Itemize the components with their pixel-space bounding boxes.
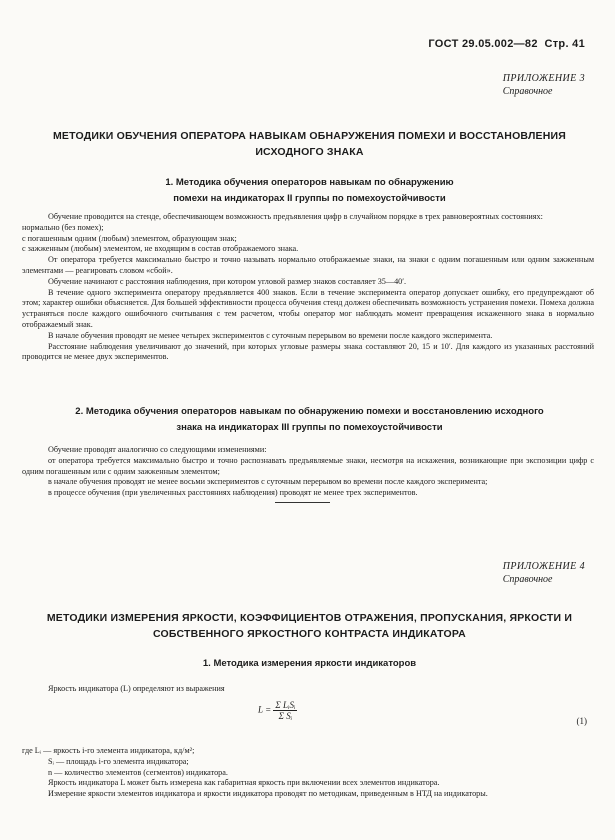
paragraph: Обучение проводят аналогично со следующими изменениями: (48, 445, 267, 454)
paragraph: с зажженным (любым) элементом, не входящим в состав отображаемого знака. (22, 244, 299, 254)
paragraph: нормально (без помех); (22, 222, 104, 232)
subsection-3-2-line1: 2. Методика обучения операторов навыкам по обнаружению помехи и восстановлению исходного (75, 406, 544, 417)
subsection-4-1-title: 1. Методика измерения яркости индикаторов (202, 658, 417, 669)
section-3-title (22, 128, 597, 160)
formula-number: (1) (576, 716, 587, 726)
paragraph: Обучение начинают с расстояния наблюдения, при котором угловой размер знаков составляет 35—40′. (48, 276, 407, 286)
paragraph: от оператора требуется максимально быстро и точно распознавать предъявляемые знаки, несмотря на искажения, возникающие при экспозиции цифр с одним погашенным или с одним зажженным элементом; (22, 455, 594, 476)
paragraph: с погашенным одним (любым) элементом, образующим знак; (22, 233, 237, 243)
section-4-title-line2: СОБСТВЕННОГО ЯРКОСТНОГО КОНТРАСТА ИНДИКАТОРА (153, 628, 466, 640)
legend-line: Измерение яркости элементов индикатора и яркости индикатора проводят по методикам, приведенным в НТД на индикаторы. (48, 789, 488, 799)
formula-denominator: Σ Sᵢ (278, 711, 293, 721)
legend-line: Sᵢ — площадь i-го элемента индикатора; (48, 756, 189, 766)
appendix-3-title: ПРИЛОЖЕНИЕ 3 (502, 73, 585, 84)
paragraph: Обучение проводится на стенде, обеспечивающем возможность предъявления цифр в случайном порядке в трех равновероятных состояниях: (48, 212, 543, 221)
legend-line: n — количество элементов (сегментов) индикатора. (48, 767, 228, 777)
subsection-3-2-title (22, 404, 597, 436)
section-divider (275, 502, 330, 503)
paragraph: В течение одного эксперимента оператору предъявляется 400 знаков. Если в течение эксперимента оператор допускает ошибку, его предупреждают об этом; характер ошибки объясняется. Для большей эффективности процесса обучения стенд должен обеспечивать возможность устранения помехи. Помеха должна устраняться после каждого ошибочного считывания с тем расчетом, чтобы оператор мог наблюдать момент превращения искаженного знака в нормально отображаемый знак. (22, 287, 594, 329)
paragraph: Расстояние наблюдения увеличивают до значений, при которых угловые размеры знака составляют 20, 15 и 10′. Для каждого из указанных расстояний проводится не менее двух экспериментов. (22, 341, 594, 362)
subsection-3-2-body (22, 445, 594, 499)
appendix-3-type: Справочное (502, 86, 553, 97)
subsection-3-1-body (22, 212, 594, 363)
paragraph: От оператора требуется максимально быстро и точно называть нормально отображаемые знаки, на знаки с одним погашенным или одним зажженным элементами — реагировать словом «сбой». (22, 255, 594, 275)
subsection-3-1-title (22, 175, 597, 207)
legend-line: где Lᵢ — яркость i-го элемента индикатора, кд/м²; (22, 746, 195, 755)
appendix-4-label (503, 560, 585, 586)
brightness-formula (258, 700, 297, 721)
appendix-3-label (503, 72, 585, 98)
paragraph: в начале обучения проводят не менее восьми экспериментов с суточным перерывом во времени после каждого эксперимента; (48, 477, 488, 487)
page-number: Стр. 41 (544, 38, 585, 50)
section-4-title (22, 610, 597, 642)
formula-numerator: Σ LᵢSᵢ (275, 700, 296, 710)
formula-fraction (273, 700, 297, 721)
section-4-title-line1: МЕТОДИКИ ИЗМЕРЕНИЯ ЯРКОСТИ, КОЭФФИЦИЕНТОВ ОТРАЖЕНИЯ, ПРОПУСКАНИЯ, ЯРКОСТИ И (46, 612, 573, 624)
formula-legend (22, 746, 594, 800)
section-3-title-line2: ИСХОДНОГО ЗНАКА (255, 146, 364, 158)
doc-number: ГОСТ 29.05.002—82 (428, 38, 538, 50)
subsection-3-1-line2: помехи на индикаторах II группы по помехоустойчивости (173, 193, 446, 204)
intro-text (22, 684, 594, 695)
appendix-4-title: ПРИЛОЖЕНИЕ 4 (502, 561, 585, 572)
section-3-title-line1: МЕТОДИКИ ОБУЧЕНИЯ ОПЕРАТОРА НАВЫКАМ ОБНАРУЖЕНИЯ ПОМЕХИ И ВОССТАНОВЛЕНИЯ (52, 130, 567, 142)
subsection-3-2-line2: знака на индикаторах III группы по помехоустойчивости (176, 422, 443, 433)
appendix-4-type: Справочное (502, 574, 553, 585)
legend-line: Яркость индикатора L может быть измерена как габаритная яркость при включении всех элементов индикатора. (48, 778, 440, 788)
paragraph: в процессе обучения (при увеличенных расстояниях наблюдения) проводят не менее трех экспериментов. (48, 488, 418, 498)
page-header (428, 38, 585, 50)
paragraph: Яркость индикатора (L) определяют из выражения (48, 684, 225, 693)
formula-lhs: L = (258, 704, 272, 715)
subsection-3-1-line1: 1. Методика обучения операторов навыкам по обнаружению (165, 177, 454, 188)
paragraph: В начале обучения проводят не менее четырех экспериментов с суточным перерывом во времени после каждого эксперимента. (48, 330, 493, 340)
